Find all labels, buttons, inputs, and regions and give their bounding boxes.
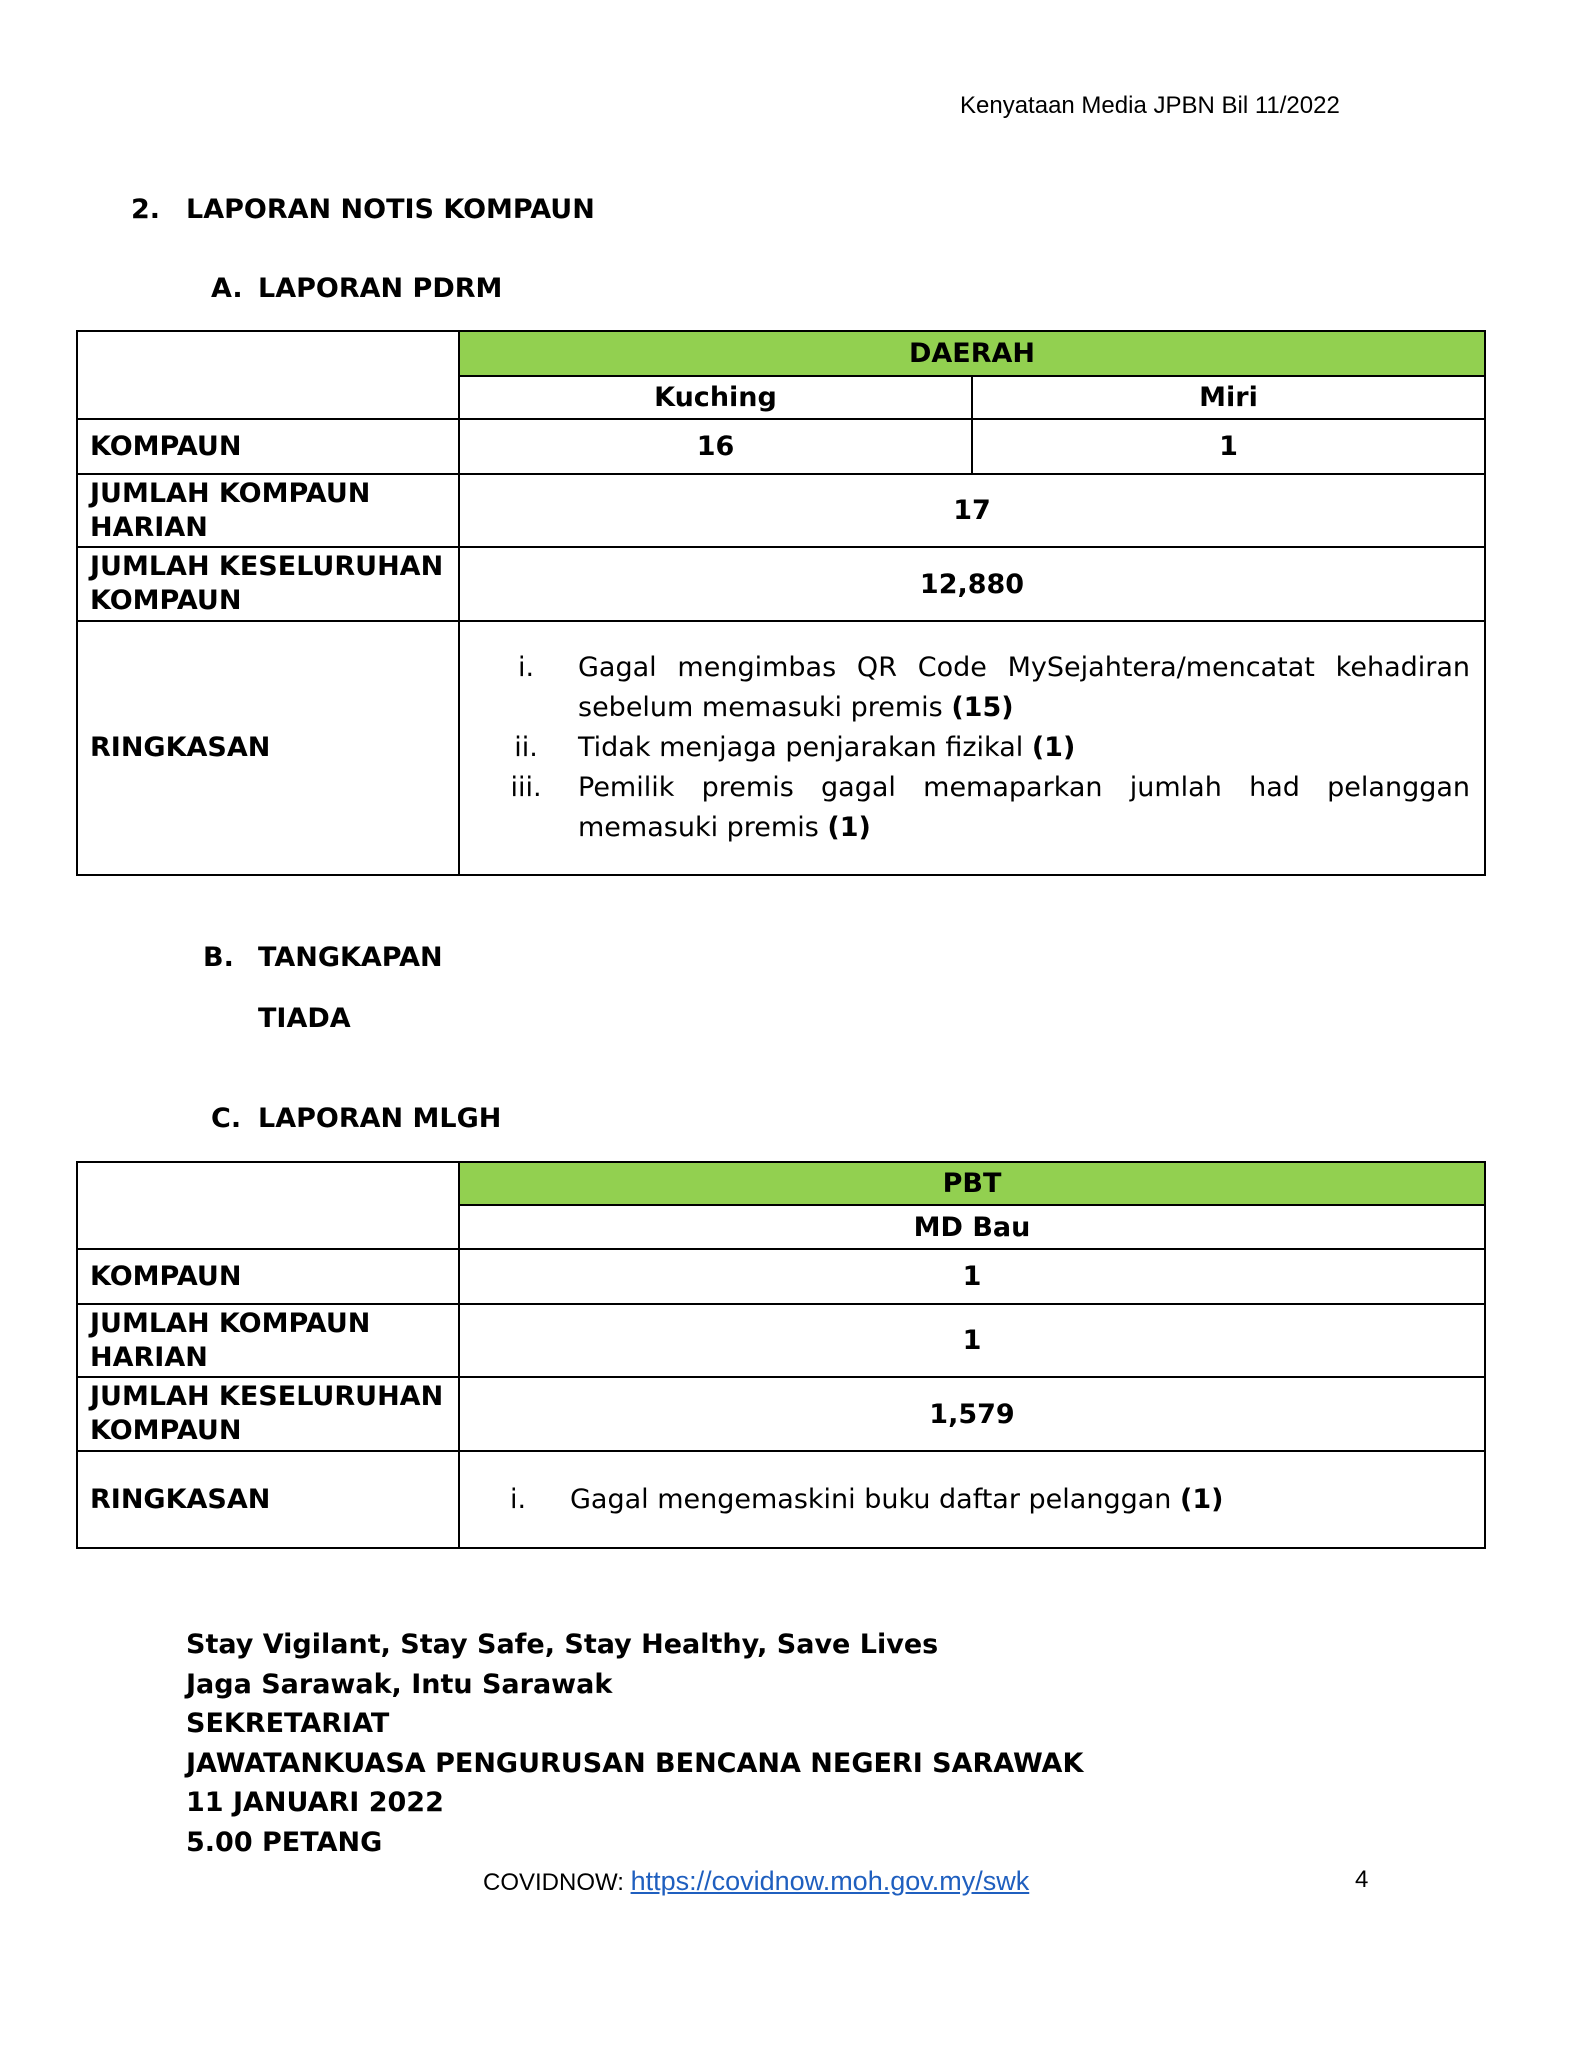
list-item-text: Gagal mengemaskini buku daftar pelanggan: [570, 1483, 1172, 1515]
table-row: [77, 1377, 1485, 1451]
list-item: [472, 768, 1472, 848]
subsection-b-heading: [203, 942, 443, 973]
mlgh-ringkasan-label: RINGKASAN: [77, 1451, 459, 1548]
mlgh-column-md-bau: MD Bau: [459, 1205, 1485, 1249]
subsection-c-title: LAPORAN MLGH: [258, 1103, 502, 1134]
pdrm-table: [76, 330, 1486, 876]
mlgh-keseluruhan-label-line1: JUMLAH KESELURUHAN: [90, 1381, 444, 1412]
list-item-numeral: ii.: [514, 732, 538, 763]
subsection-a-letter: A.: [211, 273, 243, 304]
mlgh-ringkasan-cell: [459, 1451, 1485, 1548]
table-row: [77, 474, 1485, 547]
closing-time: 5.00 PETANG: [186, 1826, 383, 1858]
pdrm-column-kuching: Kuching: [459, 376, 972, 419]
list-item-text-wrapper: [560, 768, 1472, 848]
pdrm-kompaun-label: KOMPAUN: [77, 419, 459, 474]
mlgh-table: [76, 1161, 1486, 1549]
subsection-b-letter: B.: [203, 942, 234, 973]
pdrm-keseluruhan-label-line1: JUMLAH KESELURUHAN: [90, 551, 444, 582]
pdrm-keseluruhan-value: 12,880: [459, 547, 1485, 621]
header-reference: Kenyataan Media JPBN Bil 11/2022: [960, 92, 1340, 119]
table-row: [77, 1249, 1485, 1304]
mlgh-harian-value: 1: [459, 1304, 1485, 1377]
section-number: 2.: [131, 194, 161, 225]
list-item-count: (1): [1179, 1483, 1224, 1515]
list-item-text-wrapper: [560, 648, 1472, 728]
mlgh-kompaun-value: 1: [459, 1249, 1485, 1304]
pdrm-keseluruhan-label: [77, 547, 459, 621]
list-item-numeral: iii.: [510, 772, 542, 803]
closing-slogan: Stay Vigilant, Stay Safe, Stay Healthy, Save Lives: [186, 1629, 939, 1660]
subsection-b-title: TANGKAPAN: [258, 942, 443, 973]
mlgh-ringkasan-list: [472, 1480, 1472, 1520]
table-row: [77, 547, 1485, 621]
closing-tagline: Jaga Sarawak, Intu Sarawak: [186, 1668, 613, 1700]
pdrm-ringkasan-label: RINGKASAN: [77, 621, 459, 875]
pdrm-kompaun-kuching: 16: [459, 419, 972, 474]
mlgh-group-header: PBT: [459, 1162, 1485, 1205]
list-item-numeral: i.: [517, 652, 535, 683]
pdrm-harian-label-line2: HARIAN: [90, 511, 208, 543]
closing-date: 11 JANUARI 2022: [186, 1787, 444, 1818]
subsection-b-value: TIADA: [258, 1003, 351, 1034]
mlgh-harian-label-line1: JUMLAH KOMPAUN: [90, 1307, 371, 1339]
footer-prefix: COVIDNOW:: [483, 1869, 624, 1896]
footer: [483, 1866, 1029, 1897]
list-item-text-wrapper: [560, 728, 1472, 768]
section-title: LAPORAN NOTIS KOMPAUN: [186, 194, 595, 225]
pdrm-ringkasan-cell: [459, 621, 1485, 875]
subsection-c-letter: C.: [211, 1103, 242, 1134]
list-item: [472, 1480, 1472, 1520]
list-item-count: (1): [827, 812, 871, 843]
list-item-text-wrapper: [552, 1480, 1472, 1520]
closing-block: [186, 1625, 1083, 1862]
section-heading: [131, 194, 595, 225]
covidnow-link[interactable]: https://covidnow.moh.gov.my/swk: [630, 1866, 1030, 1896]
closing-committee: JAWATANKUASA PENGURUSAN BENCANA NEGERI SARAWAK: [186, 1747, 1084, 1779]
list-item: [472, 648, 1472, 728]
pdrm-group-header: DAERAH: [459, 331, 1485, 376]
list-item-text: Gagal mengimbas QR Code MySejahtera/mencatat kehadiran sebelum memasuki premis: [578, 652, 1471, 723]
list-item-count: (1): [1031, 732, 1076, 763]
list-item-text: Tidak menjaga penjarakan fizikal: [578, 732, 1024, 763]
table-row: [77, 1451, 1485, 1548]
mlgh-keseluruhan-value: 1,579: [459, 1377, 1485, 1451]
table-row: [77, 419, 1485, 474]
pdrm-harian-value: 17: [459, 474, 1485, 547]
subsection-c-heading: [211, 1103, 501, 1134]
mlgh-kompaun-label: KOMPAUN: [77, 1249, 459, 1304]
pdrm-harian-label-line1: JUMLAH KOMPAUN: [90, 477, 371, 509]
mlgh-harian-label: [77, 1304, 459, 1377]
subsection-a-heading: [211, 273, 502, 304]
table-row: [77, 621, 1485, 875]
table-row: [77, 1304, 1485, 1377]
mlgh-keseluruhan-label-line2: KOMPAUN: [90, 1415, 242, 1446]
closing-secretariat: SEKRETARIAT: [186, 1708, 390, 1739]
pdrm-keseluruhan-label-line2: KOMPAUN: [90, 585, 242, 616]
list-item-count: (15): [951, 692, 1014, 723]
mlgh-keseluruhan-label: [77, 1377, 459, 1451]
subsection-a-title: LAPORAN PDRM: [258, 273, 503, 304]
pdrm-kompaun-miri: 1: [972, 419, 1485, 474]
pdrm-ringkasan-list: [472, 648, 1472, 848]
mlgh-harian-label-line2: HARIAN: [90, 1341, 208, 1373]
list-item: [472, 728, 1472, 768]
list-item-numeral: i.: [509, 1483, 527, 1515]
list-item-text: Pemilik premis gagal memaparkan jumlah had pelanggan memasuki premis: [578, 772, 1471, 843]
pdrm-table-corner: [77, 331, 459, 419]
pdrm-column-miri: Miri: [972, 376, 1485, 419]
page-number: 4: [1355, 1866, 1369, 1893]
pdrm-harian-label: [77, 474, 459, 547]
mlgh-table-corner: [77, 1162, 459, 1249]
